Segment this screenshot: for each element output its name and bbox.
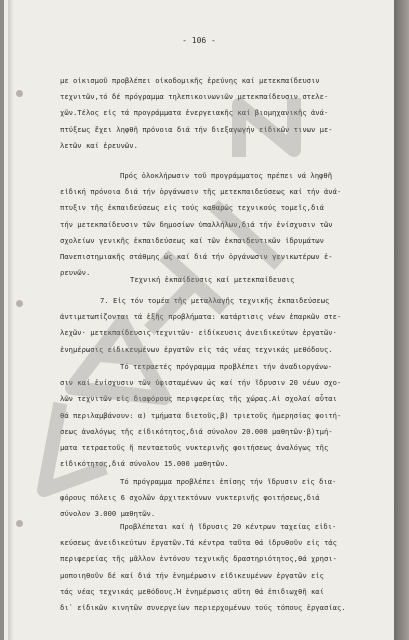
text-line: πτύξεως ἔχει ληφθῆ πρόνοια διά τήν διεξαγωγήν εἰδικῶν τινων με- [60,124,333,134]
text-line: τεχνιτῶν,τό δέ πρόγραμμα τηλεπικοινωνιῶν μετεκπαίδευσιν στελε- [60,92,329,102]
binder-hole [16,520,23,527]
text-line: πτυξιν τῆς ἐκπαιδεύσεως εἰς τούς καθαρῶς τεχνικούς τομεῖς,διά [60,203,324,213]
text-line: ματα τετραετοῦς ἤ πενταετοῦς νυκτερινῆς φοιτήσεως ἀναλόγως τῆς [60,443,329,452]
text-line: ἀντιμετωπίζονται τά ἑξῆς προβλήματα: κατάρτισις νέων ἐπαρκῶν στε- [60,312,342,322]
text-line: με οἰκισμοῦ προβλέπει οἰκοδομικῆς ἐρεύνης καί μετεκπαίδευσιν [60,76,320,85]
text-line: λῶν τεχνιτῶν εἰς διαφόρους περιφερείας τῆς χώρας.Αἱ σχολαί αὗται [60,394,337,404]
page-number: - 106 - [182,36,216,45]
text-line: θά περιλαμβάνουν: α) τμήματα διετοῦς,β) τριετοῦς ἡμερησίας φοιτή- [60,410,342,420]
text-line: ρευνῶν. [60,268,91,278]
binder-hole [16,90,23,97]
text-line: χῶν.Τέλος εἰς τά προγράμματα ἐνεργειακῆς καί βιομηχανικῆς ἀνά- [60,108,329,118]
page-edge [8,0,14,640]
text-line: ἐνημέρωσις εἰδικευμένων ἐργατῶν εἰς τάς νέας τεχνικάς μεθόδους. [60,344,333,354]
document-page [4,0,394,640]
text-line: τάς νέας τεχνικάς μεθόδους.Ἡ ἐνημέρωσις αὕτη θά ἐπιδιωχθῆ καί [60,586,324,596]
text-line: περιφερείας τῆς μᾶλλον ἐντόνου τεχνικῆς δραστηριότητος,θά χρησι- [60,554,337,564]
text-line: τήν μετεκπαίδευσιν τῶν δημοσίων ὑπαλλήλων,διά τήν ἐνίσχυσιν τῶν [60,219,333,229]
text-line: λετῶν καί ἐρευνῶν. [60,140,138,150]
text-line: μοποιηθοῦν δέ καί διά τήν ἐνημέρωσιν εἰδικευμένων ἐργατῶν εἰς [60,570,324,580]
text-line: σιν καί ἐνίσχυσιν τῶν ὑφισταμένων ὡς καί τήν ἵδρυσιν 20 νέων σχο- [60,378,342,388]
text-line: εἰδική πρόνοια διά τήν ὀργάνωσιν τῆς μετεκπαιδεύσεως καί τήν ἀνά- [60,187,342,197]
text-line: Προβλέπεται καί ἡ ἵδρυσις 20 κέντρων ταχείας εἰδι- [120,522,337,531]
text-line: σύνολον 3.000 μαθητῶν. [60,509,156,519]
text-line: Τό τετραετές πρόγραμμα προβλέπει τήν ἀναδιοργάνω- [120,362,333,371]
text-line: σχολείων γενικῆς ἐκπαιδεύσεως καί τῶν ἐκπαιδευτικῶν ἱδρυμάτων [60,235,324,245]
text-line: Πρός ὁλοκλήρωσιν τοῦ προγράμματος πρέπει νά ληφθῆ [120,171,333,180]
text-line: δι᾿ εἰδικῶν κινητῶν συνεργείων περιερχομένων τούς τόπους ἐργασίας. [60,603,346,612]
text-line: εἰδικότητος,διά σύνολον 15.000 μαθητῶν. [60,459,229,469]
scanner-shadow [394,0,409,640]
text-line: σεως ἀναλόγως τῆς εἰδικότητος,διά σύνολον 20.000 μαθητῶν·β)τμή- [60,426,333,436]
text-line: φόρους πόλεις 6 σχολῶν ἀρχιτεκτόνων νυκτερινῆς φοιτήσεως,διά [60,493,320,503]
section-heading: Τεχνική ἐκπαίδευσις καί μετεκπαίδευσις [130,275,295,284]
text-line: κεύσεως ἀνειδικεύτων ἐργατῶν.Τά κέντρα ταῦτα θά ἱδρυθοῦν εἰς τάς [60,538,337,548]
text-line: Τό πρόγραμμα προβλέπει ἐπίσης τήν ἵδρυσιν εἰς δια- [120,477,337,486]
binder-hole [16,300,23,307]
text-line: λεχῶν· μετεκπαίδευσις τεχνιτῶν· εἰδίκευσις ἀνειδικεύτων ἐργατῶν· [60,328,337,338]
text-line: 7. Εἰς τόν τομέα τῆς μεταλλαγῆς τεχνικῆς ἐκπαιδεύσεως [100,296,330,305]
text-line: Πανεπιστημιακῆς στάθμης ὡς καί διά τήν ὀργάνωσιν γενικωτέρων ἐ- [60,252,333,261]
